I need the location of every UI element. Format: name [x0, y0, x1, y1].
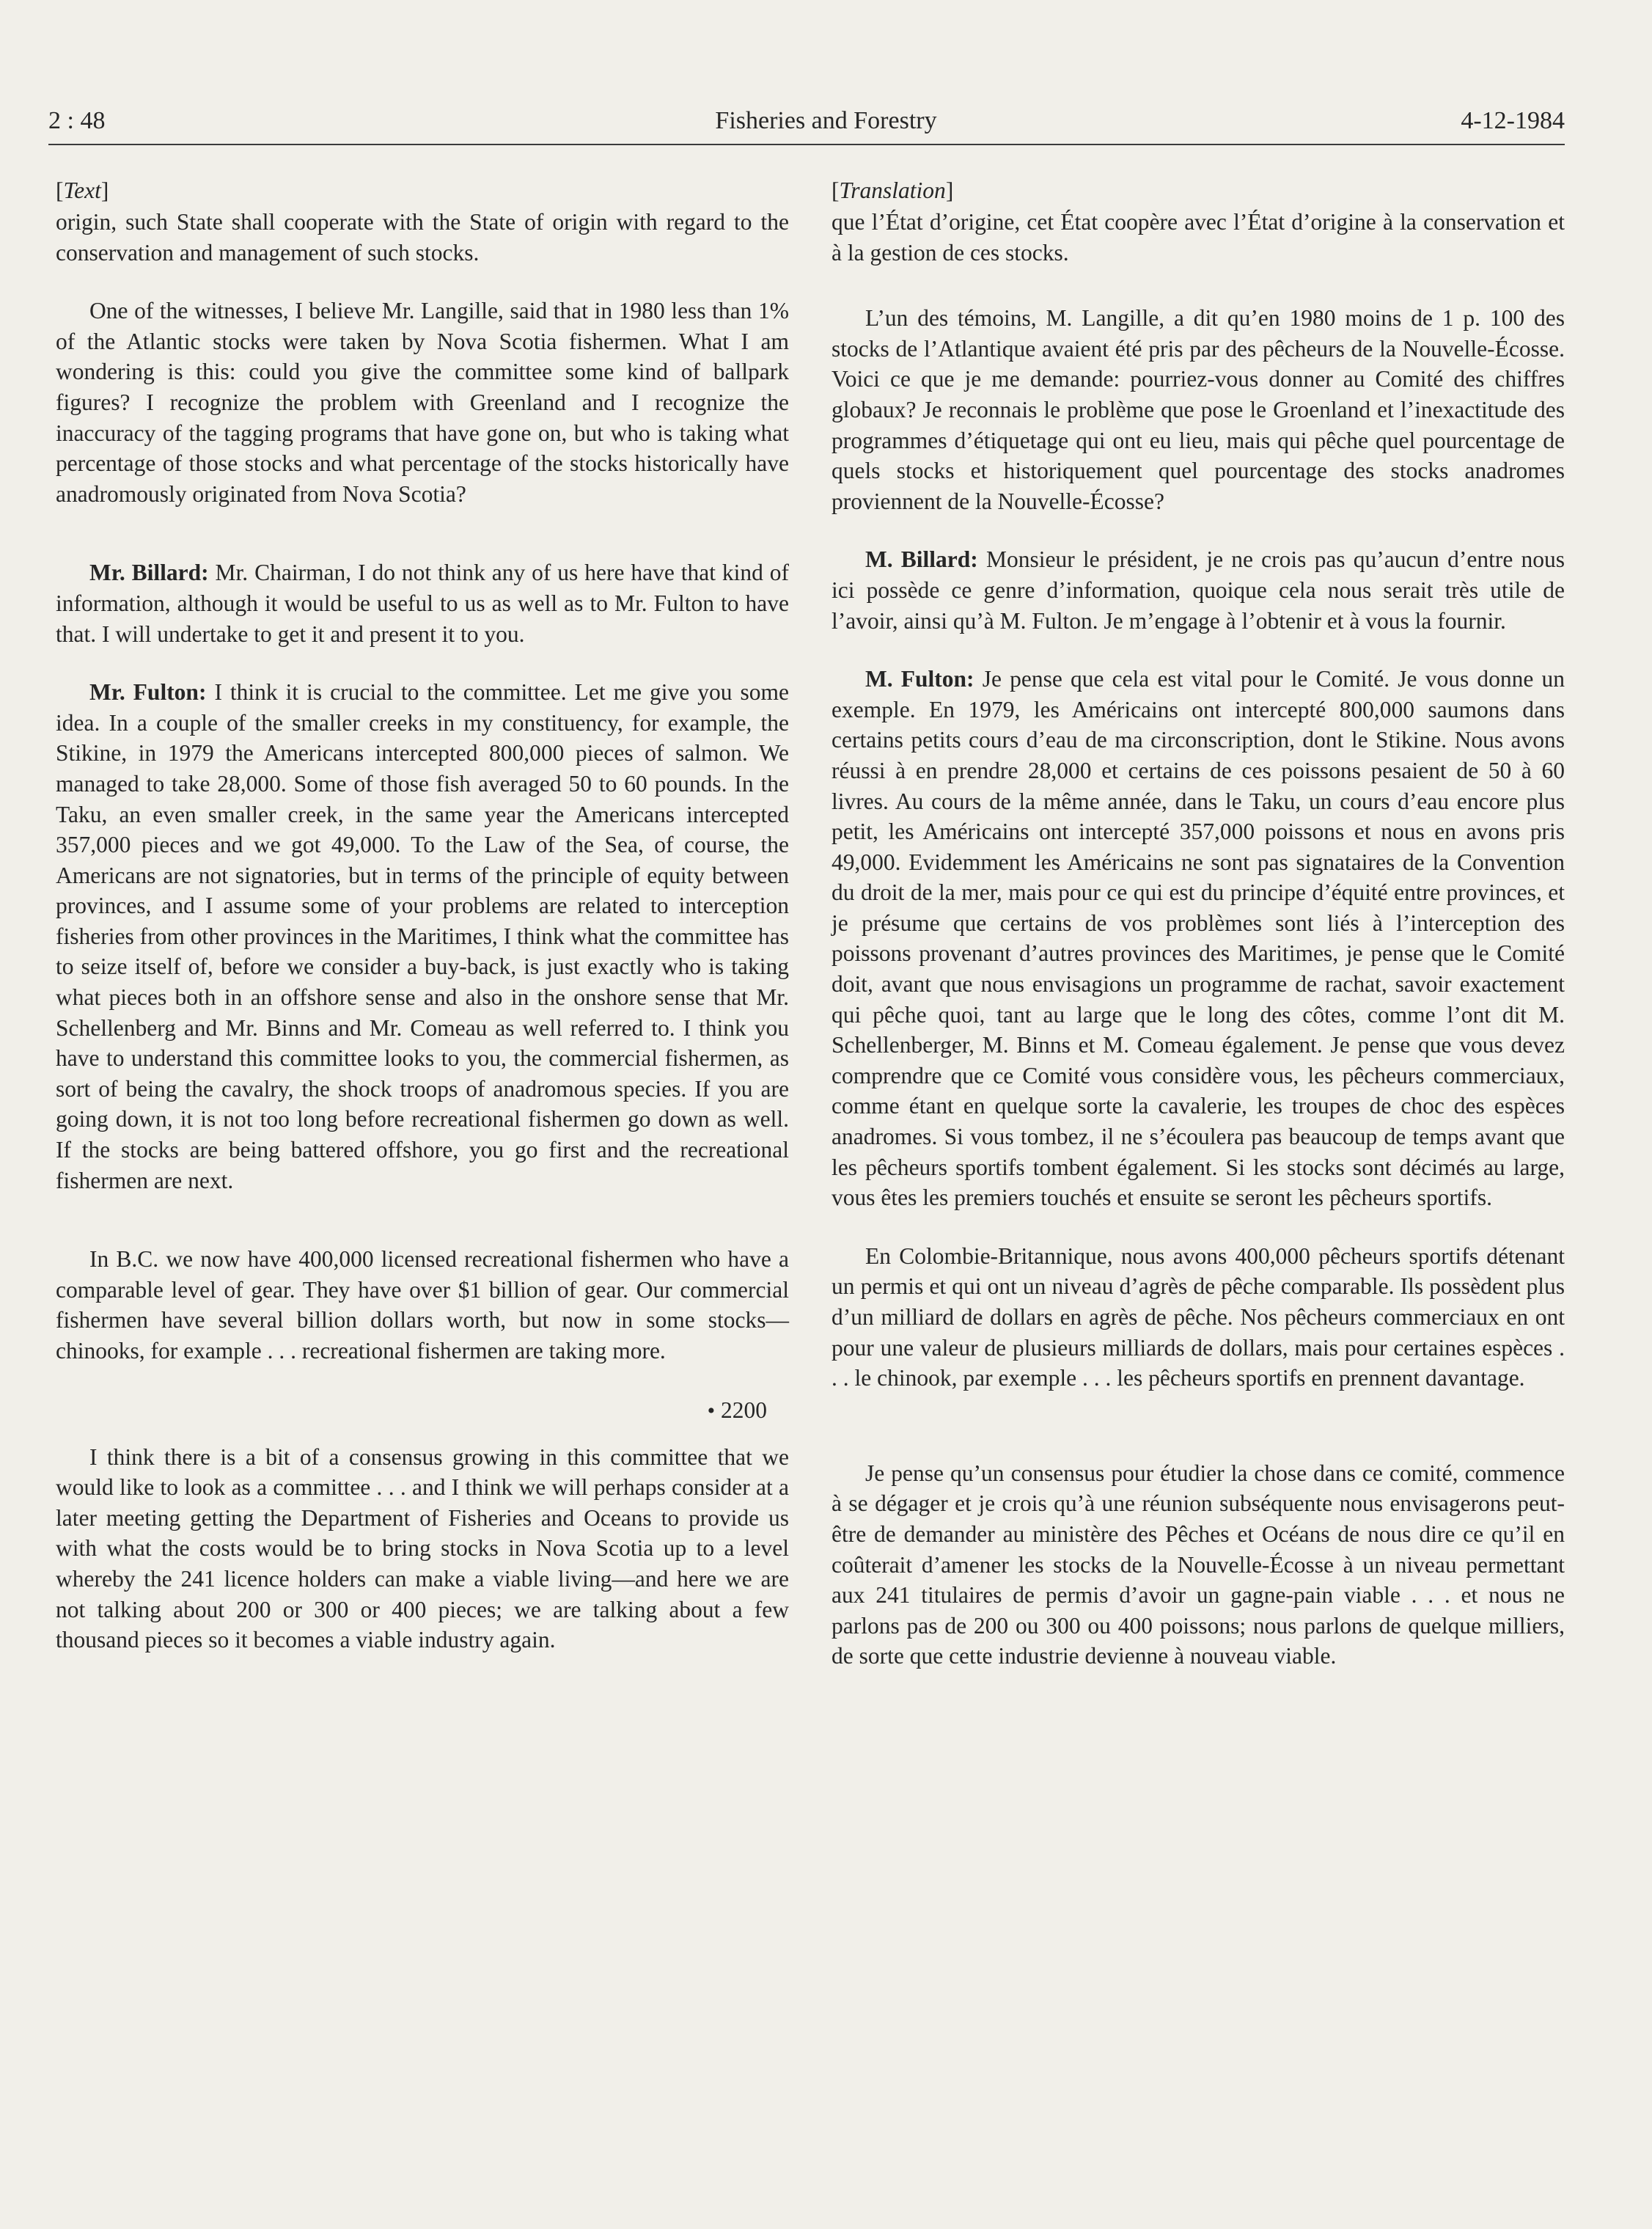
paragraph-billard-reply: Mr. Billard: Mr. Chairman, I do not think any of us here have that kind of information, although it would be useful to us as well as to Mr. Fulton to have that. I will undertake to get it and present it to you. — [56, 560, 790, 647]
paragraph-continuation: origin, such State shall cooperate with the State of origin with regard to the conservation and management of such stocks. — [56, 209, 789, 266]
paragraph-bc-fishermen-fr: En Colombie-Britannique, nous avons 400,000 pêcheurs sportifs détenant un permis et qui ont un niveau d’agrès de pêche comparable. Ils possèdent plus d’un milliard de dollars en agrès de pêche. Nos pêcheurs commerciaux en ont pour une valeur de plusieurs milliards de dollars, mais pour certaines espèces . . . le chinook, par exemple . . . les pêcheurs sportifs en prennent davantage. — [831, 1242, 1565, 1391]
speaker-billard-fr: M. Billard: — [865, 546, 978, 573]
running-title: Fisheries and Forestry — [715, 107, 937, 134]
header-date: 4-12-1984 — [1461, 107, 1565, 134]
paragraph-langille-question-fr: L’un des témoins, M. Langille, a dit qu’en 1980 moins de 1 p. 100 des stocks de l’Atlantique avaient été pris par des pêcheurs de la Nouvelle-Écosse. Voici ce que je me demande: pourriez-vous donner au Comité des chiffres globaux? Je reconnais le problème que pose le Groenland et l’inexactitude des programmes d’étiquetage qui ont eu lieu, mais qui pêche quel pourcentage de quels stocks et historiquement quel pourcentage des stocks anadromes proviennent de la Nouvelle-Écosse? — [831, 305, 1565, 514]
speaker-fulton: Mr. Fulton: — [89, 679, 207, 706]
time-marker: • 2200 — [707, 1397, 767, 1423]
paragraph-consensus-fr: Je pense qu’un consensus pour étudier la chose dans ce comité, commence à se dégager et je crois qu’à une réunion subséquente nous envisagerons peut-être de demander au ministère des Pêches et Océans de nous dire ce qu’il en coûterait d’amener les stocks de la Nouvelle-Écosse à un niveau permettant aux 241 titulaires de permis d’avoir un gagne-pain viable . . . et nous ne parlons pas de 200 ou 300 ou 400 poissons; nous parlons de quelque milliers, de sorte que cette industrie devienne à nouveau viable. — [831, 1460, 1565, 1669]
paragraph-consensus: I think there is a bit of a consensus growing in this committee that we would like to look as a committee . . . and I think we will perhaps consider at a later meeting getting the Department of Fisheries and Oceans to provide us with what the costs would be to bring stocks in Nova Scotia up to a level whereby the 241 licence holders can make a viable living—and here we are not talking about 200 or 300 or 400 pieces; we are talking about a few thousand pieces so it becomes a viable industry again. — [56, 1443, 789, 1653]
page-header — [0, 103, 1652, 139]
speaker-fulton-fr: M. Fulton: — [865, 666, 974, 692]
bullet-icon: • — [707, 1398, 716, 1423]
paragraph-billard-reply-fr: M. Billard: Monsieur le président, je ne crois pas qu’aucun d’entre nous ici possède ce genre d’information, quoique cela nous serait très utile de l’avoir, ainsi qu’à M. Fulton. Je m’engage à l’obtenir et à vous la fournir. — [831, 546, 1565, 634]
header-rule — [48, 144, 1565, 145]
paragraph-fulton-statement: Mr. Fulton: I think it is crucial to the committee. Let me give you some idea. In a couple of the smaller creeks in my constituency, for example, the Stikine, in 1979 the Americans intercepted 800,000 pieces of salmon. We managed to take 28,000. Some of those fish averaged 50 to 60 pounds. In the Taku, an even smaller creek, in the same year the Americans intercepted 357,000 pieces and we got 49,000. To the Law of the Sea, of course, the Americans are not signatories, but in terms of the principle of equity between provinces, and I assume some of your problems are related to interception fisheries from other provinces in the Maritimes, I think what the committee has to seize itself of, before we consider a buy-back, is just exactly who is taking what pieces both in an offshore sense and also in the onshore sense that Mr. Schellenberg and Mr. Binns and Mr. Comeau as well referred to. I think you have to understand this committee looks to you, the commercial fishermen, as sort of being the cavalry, the shock troops of anadromous species. If you are going down, it is not too long before recreational fishermen go down as well. If the stocks are being battered offshore, you go first and the recreational fishermen are next. — [56, 679, 790, 1193]
english-column — [56, 175, 789, 1683]
text-label: [Text] — [56, 177, 109, 203]
paragraph-continuation-fr: que l’État d’origine, cet État coopère avec l’État d’origine à la conservation et à la gestion de ces stocks. — [831, 209, 1565, 266]
french-column — [831, 175, 1565, 1699]
paragraph-bc-fishermen: In B.C. we now have 400,000 licensed recreational fishermen who have a comparable level of gear. They have over $1 billion of gear. Our commercial fishermen have several billion dollars worth, but now in some stocks—chinooks, for example . . . recreational fishermen are taking more. — [56, 1246, 789, 1364]
page-number: 2 : 48 — [48, 107, 106, 134]
paragraph-langille-question: One of the witnesses, I believe Mr. Langille, said that in 1980 less than 1% of the Atlantic stocks were taken by Nova Scotia fishermen. What I am wondering is this: could you give the committee some kind of ballpark figures? I recognize the problem with Greenland and I recognize the inaccuracy of the tagging programs that have gone on, but who is taking what percentage of those stocks and what percentage of the stocks historically have anadromously originated from Nova Scotia? — [56, 298, 789, 507]
paragraph-fulton-statement-fr: M. Fulton: Je pense que cela est vital pour le Comité. Je vous donne un exemple. En 1979, les Américains ont intercepté 800,000 saumons dans certains petits cours d’eau de ma circonscription, dont le Stikine. Nous avons réussi à en prendre 28,000 et certains de ces poissons pesaient de 50 à 60 livres. Au cours de la même année, dans le Taku, un cours d’eau encore plus petit, les Américains ont intercepté 357,000 poissons et nous en avons pris 49,000. Evidemment les Américains ne sont pas signataires de la Convention du droit de la mer, mais pour ce qui est du principe d’équité entre provinces, et je présume que certains de vos problèmes sont liés à l’interception des poissons provenant d’autres provinces des Maritimes, je pense que le Comité doit, avant que nous envisagions un programme de rachat, savoir exactement qui pêche quoi, tant au large que le long des côtes, comme l’ont dit M. Schellenberger, M. Binns et M. Comeau également. Je pense que vous devez comprendre que ce Comité vous considère vous, les pêcheurs commerciaux, comme étant en quelque sorte la cavalerie, les troupes de choc des espèces anadromes. Si vous tombez, il ne s’écoulera pas beaucoup de temps avant que les pêcheurs sportifs tombent également. Si les stocks sont décimés au large, vous êtes les premiers touchés et ensuite se seront les pêcheurs sportifs. — [831, 666, 1565, 1211]
speaker-billard: Mr. Billard: — [89, 560, 209, 586]
translation-label: [Translation] — [831, 177, 954, 203]
